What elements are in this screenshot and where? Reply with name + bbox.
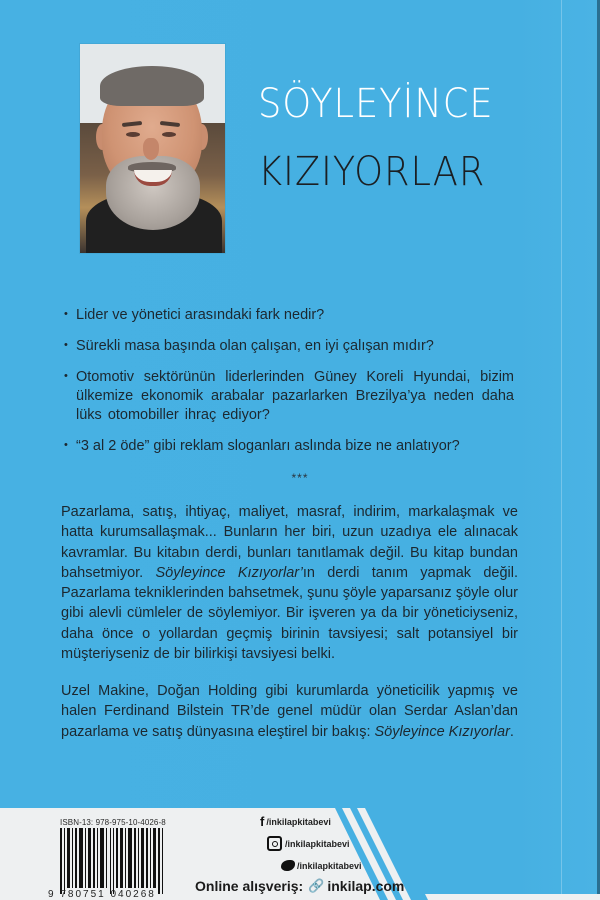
author-photo [80,44,225,253]
barcode-digits: 9 780751 040268 [48,889,156,900]
instagram-handle[interactable]: /inkilapkitabevi [267,836,350,851]
question-item: • Sürekli masa başında olan çalışan, en iyi çalışan mıdır? [64,337,514,356]
question-item: • Otomotiv sektörünün liderlerinden Güney Koreli Hyundai, bizim ülkemize ekonomik arabalar pazarlarken Brezilya’ya neden daha lüks otomobiller ihraç ediyor? [64,368,514,425]
twitter-handle[interactable]: /inkilapkitabevi [281,860,362,871]
link-icon: 🔗 [308,878,325,893]
online-shop-label: Online alışveriş: [195,878,304,894]
book-title [258,80,558,196]
isbn-label: ISBN-13: 978-975-10-4026-8 [60,818,166,827]
book-title-italic: Söyleyince Kızıyorlar’ [155,564,303,581]
question-item: • “3 al 2 öde” gibi reklam sloganları aslında bize ne anlatıyor? [64,437,514,456]
book-title-italic: Söyleyince Kızıyorlar [374,723,510,740]
question-list [64,306,514,468]
title-line-2: KIZIYORLAR [258,149,486,195]
question-item: • Lider ve yönetici arasındaki fark nedir? [64,306,514,325]
facebook-handle[interactable]: f /inkilapkitabevi [260,814,331,829]
blurb-paragraph-1: Pazarlama, satış, ihtiyaç, maliyet, masraf, indirim, markalaşmak ve hatta kurumsallaşmak... Bunların her biri, uzun uzadıya ele alınacak kavramlar. Bu kitabın derdi, bunları tanıtlamak değil. Bu kitap bundan bahsetmiyor. Söyleyince Kızıyorlar’ın derdi tanım yapmak değil. Pazarlama tekniklerinden bahsetmek, şunu şöyle yaparsanız şöyle olur gibi alevli cümleler de söylemiyor. Bir işveren ya da bir yöneticiyseniz, daha önce o yollardan geçmiş birinin tavsiyesi; salt potansiyel bir müşteriyseniz de bir bilirkişi tavsiyesi belki. [61,504,518,663]
online-shop-line [195,878,404,894]
cover-fold-line [561,0,562,900]
section-separator: *** [291,471,309,485]
title-line-1: SÖYLEYİNCE [258,81,494,127]
twitter-icon [281,860,295,871]
facebook-icon: f [260,814,265,829]
blurb-paragraph-2: Uzel Makine, Doğan Holding gibi kurumlarda yöneticilik yapmış ve halen Ferdinand Bilstein TR’de genel müdür olan Serdar Aslan’dan pazarlama ve satış dünyasına eleştirel bir bakış: Söyleyince Kızıyorlar. [61,683,518,740]
barcode-icon [58,828,168,894]
instagram-icon [267,836,282,851]
online-shop-url[interactable]: inkilap.com [327,878,405,894]
